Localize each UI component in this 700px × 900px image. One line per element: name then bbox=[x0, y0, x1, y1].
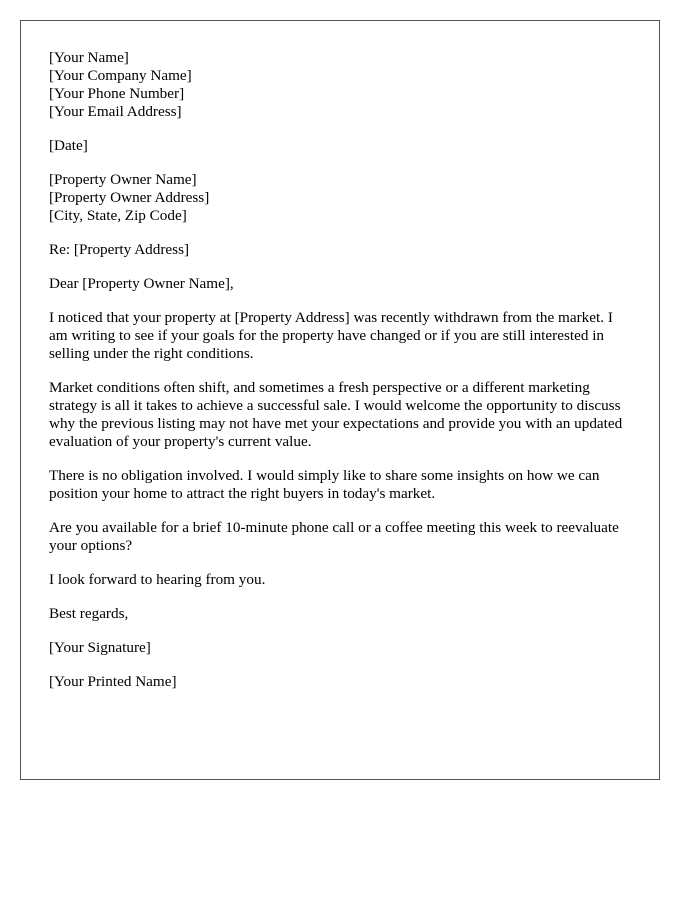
subject-line: Re: [Property Address] bbox=[49, 241, 190, 258]
sender-block bbox=[49, 49, 634, 121]
recipient-city-state-zip: [City, State, Zip Code] bbox=[49, 207, 187, 224]
letter-body bbox=[49, 49, 634, 707]
body-paragraph: Market conditions often shift, and sometimes a fresh perspective or a different marketing strategy is all it takes to achieve a successful sale. I would welcome the opportunity to discuss why the previous listing may not have met your expectations and provide you with an updated evaluation of your property's current value. bbox=[49, 379, 623, 450]
body-paragraph: There is no obligation involved. I would simply like to share some insights on how we can position your home to attract the right buyers in today's market. bbox=[49, 467, 600, 502]
letter-date: [Date] bbox=[49, 137, 88, 154]
body-paragraph: I look forward to hearing from you. bbox=[49, 571, 266, 588]
closing: Best regards, bbox=[49, 605, 129, 622]
sender-email: [Your Email Address] bbox=[49, 103, 182, 120]
recipient-address: [Property Owner Address] bbox=[49, 189, 210, 206]
sender-name: [Your Name] bbox=[49, 49, 129, 66]
letter-frame bbox=[20, 20, 660, 780]
date-block bbox=[49, 137, 634, 155]
body-paragraph: I noticed that your property at [Property Address] was recently withdrawn from the market. I am writing to see if your goals for the property have changed or if you are still interested in selling under the right conditions. bbox=[49, 309, 613, 362]
salutation: Dear [Property Owner Name], bbox=[49, 275, 234, 292]
recipient-block bbox=[49, 171, 634, 225]
printed-name: [Your Printed Name] bbox=[49, 673, 177, 690]
recipient-name: [Property Owner Name] bbox=[49, 171, 197, 188]
sender-phone: [Your Phone Number] bbox=[49, 85, 185, 102]
sender-company: [Your Company Name] bbox=[49, 67, 192, 84]
body-paragraph: Are you available for a brief 10-minute phone call or a coffee meeting this week to reevaluate your options? bbox=[49, 519, 619, 554]
signature: [Your Signature] bbox=[49, 639, 151, 656]
